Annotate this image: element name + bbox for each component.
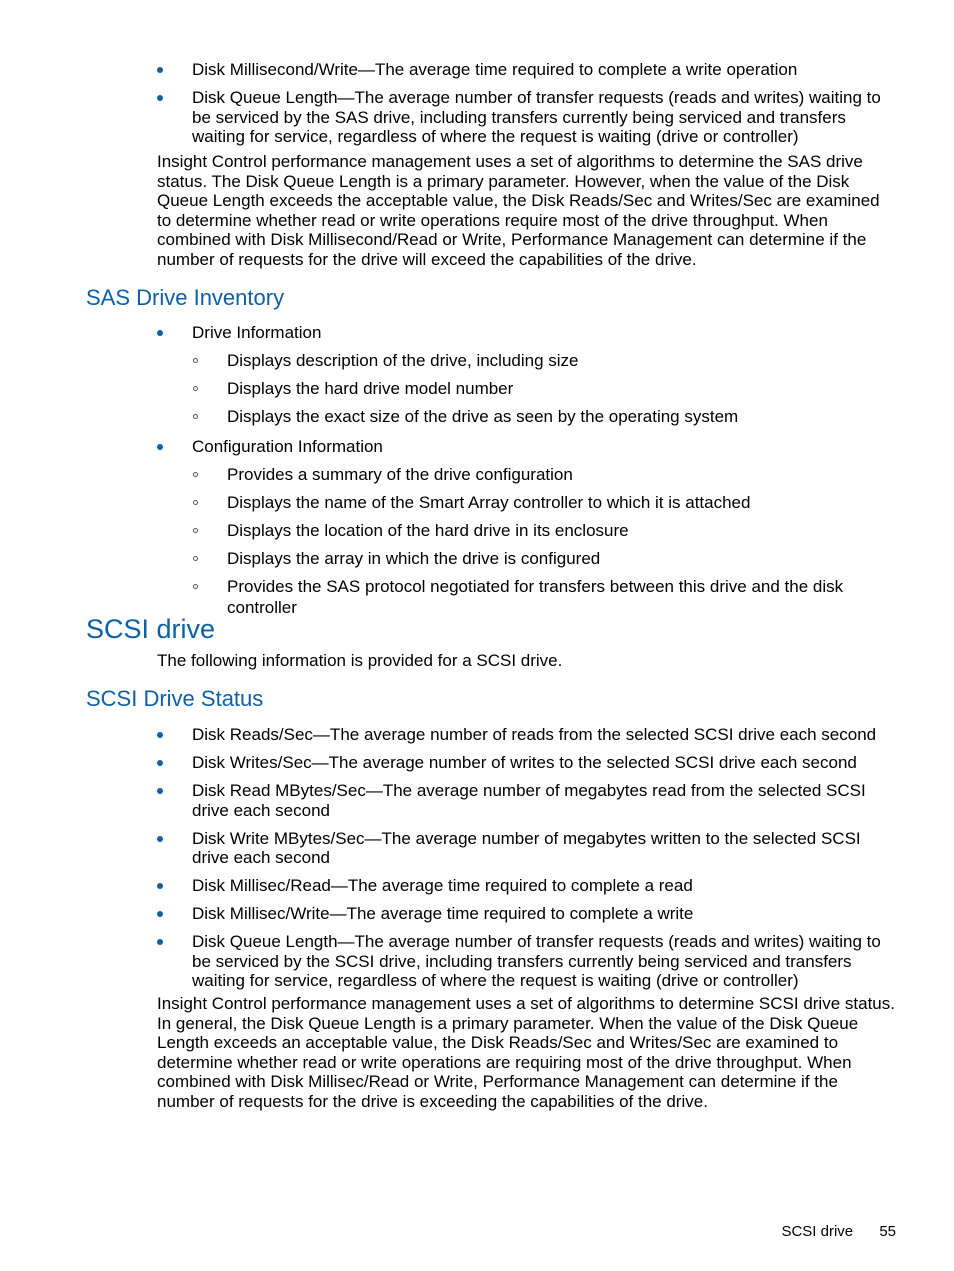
list-item: Disk Queue Length—The average number of transfer requests (reads and writes) waiting to be serviced by the SAS drive, including transfers currently being serviced and transfers waiting for service, regardless of where the request is waiting (drive or controller) — [157, 88, 897, 147]
list-item: Displays the exact size of the drive as seen by the operating system — [192, 406, 902, 427]
group-label: Drive Information — [192, 323, 322, 342]
list-item: Disk Millisec/Write—The average time required to complete a write — [157, 904, 897, 924]
scsi-drive-intro: The following information is provided for a SCSI drive. — [157, 651, 563, 670]
scsi-status-bullet-list — [157, 725, 897, 999]
footer-section-title: SCSI drive — [781, 1223, 854, 1240]
page-footer — [781, 1223, 896, 1241]
scsi-status-paragraph: Insight Control performance management uses a set of algorithms to determine SCSI drive status. In general, the Disk Queue Length is a primary parameter. When the value of the Disk Queue Length exceeds an acceptable value, the Disk Reads/Sec and Writes/Sec are examined to determine whether read or write operations are requiring most of the drive throughput. When combined with Disk Millisec/Read or Write, Performance Management can determine if the number of requests for the drive is exceeding the capabilities of the drive. — [157, 994, 895, 1111]
configuration-information-sublist — [192, 464, 902, 618]
list-item: Disk Writes/Sec—The average number of writes to the selected SCSI drive each second — [157, 753, 897, 773]
scsi-drive-heading: SCSI drive — [86, 614, 216, 644]
list-item: Disk Millisec/Read—The average time required to complete a read — [157, 876, 897, 896]
page-number: 55 — [879, 1223, 896, 1240]
inventory-group-drive-information — [157, 322, 902, 427]
drive-information-sublist — [192, 350, 902, 427]
list-item: Disk Write MBytes/Sec—The average number of megabytes written to the selected SCSI drive each second — [157, 829, 897, 868]
list-item: Disk Reads/Sec—The average number of reads from the selected SCSI drive each second — [157, 725, 897, 745]
sas-drive-inventory-heading: SAS Drive Inventory — [86, 285, 285, 310]
inventory-group-configuration-information — [157, 436, 902, 618]
group-label: Configuration Information — [192, 436, 383, 456]
list-item: Disk Read MBytes/Sec—The average number of megabytes read from the selected SCSI drive each second — [157, 781, 897, 820]
list-item: Provides the SAS protocol negotiated for transfers between this drive and the disk controller — [192, 576, 902, 618]
scsi-drive-status-heading: SCSI Drive Status — [86, 686, 264, 711]
list-item: Displays the location of the hard drive in its enclosure — [192, 520, 902, 541]
list-item: Displays the name of the Smart Array controller to which it is attached — [192, 492, 902, 513]
list-item: Displays the hard drive model number — [192, 378, 902, 399]
list-item: Disk Millisecond/Write—The average time required to complete a write operation — [157, 60, 897, 80]
list-item: Disk Queue Length—The average number of transfer requests (reads and writes) waiting to be serviced by the SCSI drive, including transfers currently being serviced and transfers waiting for service, regardless of where the request is waiting (drive or controller) — [157, 932, 897, 991]
sas-status-paragraph: Insight Control performance management uses a set of algorithms to determine the SAS drive status. The Disk Queue Length is a primary parameter. However, when the value of the Disk Queue Length exceeds the acceptable value, the Disk Reads/Sec and Writes/Sec are examined to determine whether read or write operations require most of the drive throughput. When combined with Disk Millisecond/Read or Write, Performance Management can determine if the number of requests for the drive will exceed the capabilities of the drive. — [157, 152, 880, 269]
sas-status-bullet-list — [157, 60, 897, 155]
list-item: Displays the array in which the drive is configured — [192, 548, 902, 569]
list-item: Displays description of the drive, including size — [192, 350, 902, 371]
sas-inventory-list — [157, 322, 902, 626]
list-item: Provides a summary of the drive configuration — [192, 464, 902, 485]
